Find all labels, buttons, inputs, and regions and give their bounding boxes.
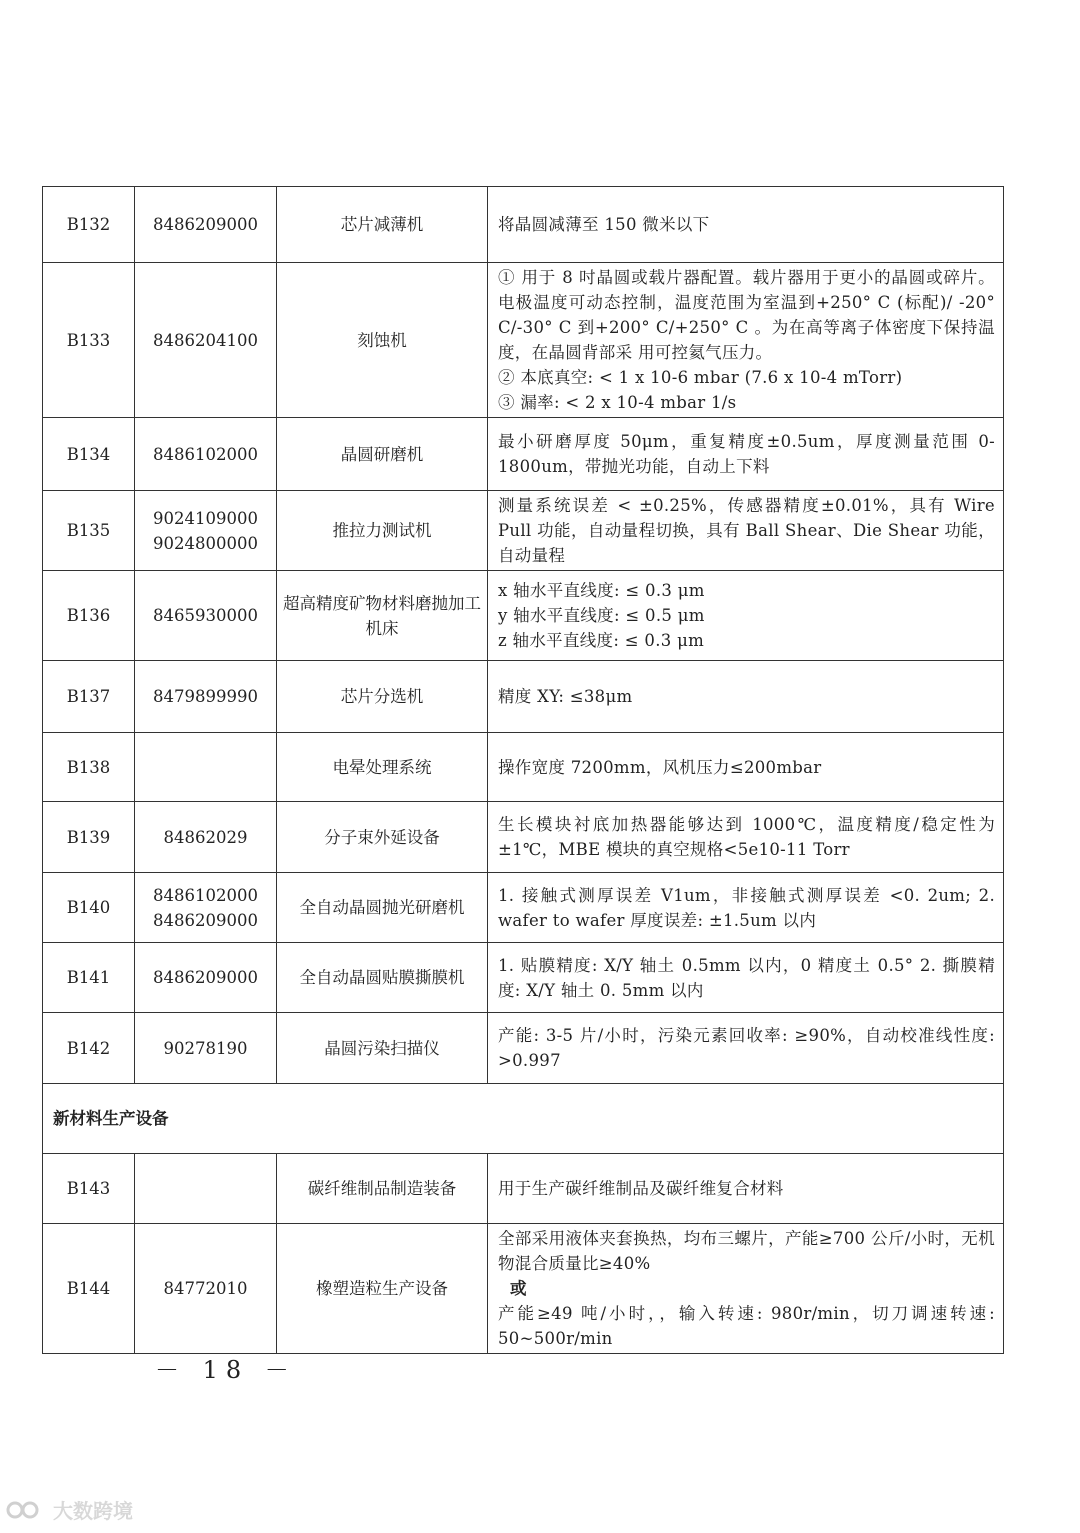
- spec-line: 测量系统误差 < ±0.25%，传感器精度±0.01%，具有 Wire Pull 功能，自动量程切换，具有 Ball Shear、Die Shear 功能，自动量程: [498, 496, 995, 565]
- hs-code: 9024800000: [153, 533, 258, 553]
- spec-line: 1. 贴膜精度: X/Y 轴土 0.5mm 以内，0 精度土 0.5° 2. 撕膜精度: X/Y 轴土 0. 5mm 以内: [498, 955, 995, 1000]
- table-row: [43, 571, 1004, 661]
- hs-code-cell: [135, 187, 277, 263]
- table-row: [43, 263, 1004, 418]
- table-row: [43, 802, 1004, 873]
- hs-code: 8486209000: [153, 910, 258, 930]
- spec-line: ② 本底真空: < 1 x 10-6 mbar (7.6 x 10-4 mTorr): [498, 368, 903, 387]
- item-id: B139: [43, 802, 135, 873]
- spec-cell: [488, 263, 1004, 418]
- hs-code: 8465930000: [153, 606, 258, 625]
- spec-cell: [488, 418, 1004, 491]
- item-id: B138: [43, 733, 135, 802]
- or-label: 或: [510, 1279, 527, 1298]
- table-row: [43, 187, 1004, 263]
- hs-code-cell: [135, 1013, 277, 1084]
- item-id: B133: [43, 263, 135, 418]
- spec-line: 全部采用液体夹套换热，均布三螺片，产能≥700 公斤/小时，无机物混合质量比≥40%: [498, 1229, 995, 1273]
- spec-cell: [488, 571, 1004, 661]
- table-row: [43, 1224, 1004, 1354]
- table-row: [43, 1154, 1004, 1224]
- table-row: [43, 491, 1004, 571]
- hs-code-cell: [135, 733, 277, 802]
- item-id: B132: [43, 187, 135, 263]
- spec-cell: [488, 943, 1004, 1013]
- equipment-name: 橡塑造粒生产设备: [277, 1224, 488, 1354]
- spec-line: 1. 接触式测厚误差 V1um，非接触式测厚误差 <0. 2um; 2. wafer to wafer 厚度误差: ±1.5um 以内: [498, 885, 995, 930]
- equipment-name: 分子束外延设备: [277, 802, 488, 873]
- hs-code: 8486102000: [153, 444, 258, 464]
- hs-code-cell: [135, 661, 277, 733]
- equipment-name: 全自动晶圆抛光研磨机: [277, 873, 488, 943]
- section-title: 新材料生产设备: [43, 1084, 1004, 1154]
- watermark-text: 大数跨境: [52, 1499, 133, 1523]
- hs-code: 8479899990: [153, 687, 258, 706]
- spec-line: ① 用于 8 吋晶圆或载片器配置。载片器用于更小的晶圆或碎片。电极温度可动态控制，温度范围为室温到+250° C (标配)/ -20° C/-30° C 到+200° C/+250° C 。为在高等离子体密度下保持温度，在晶圆背部采 用可控氦气压力。: [498, 268, 995, 362]
- hs-code: 8486209000: [153, 968, 258, 987]
- hs-code: 8486204100: [153, 330, 258, 350]
- equipment-name: 晶圆污染扫描仪: [277, 1013, 488, 1084]
- spec-line: 产能≥49 吨/小时，，输入转速: 980r/min，切刀调速转速: 50~500r/min: [498, 1304, 995, 1348]
- hs-code-cell: [135, 873, 277, 943]
- hs-code-cell: [135, 418, 277, 491]
- equipment-name: 全自动晶圆贴膜撕膜机: [277, 943, 488, 1013]
- spec-cell: [488, 187, 1004, 263]
- item-id: B135: [43, 491, 135, 571]
- item-id: B144: [43, 1224, 135, 1354]
- table-row: [43, 1013, 1004, 1084]
- spec-line: 精度 XY: ≤38μm: [498, 687, 633, 706]
- equipment-name: 晶圆研磨机: [277, 418, 488, 491]
- spec-cell: [488, 733, 1004, 802]
- spec-cell: [488, 802, 1004, 873]
- item-id: B141: [43, 943, 135, 1013]
- spec-line: 将晶圆减薄至 150 微米以下: [498, 215, 710, 234]
- spec-line: 生长模块衬底加热器能够达到 1000℃，温度精度/稳定性为±1℃，MBE 模块的真空规格<5e10-11 Torr: [498, 815, 995, 859]
- equipment-name: 电晕处理系统: [277, 733, 488, 802]
- hs-code-cell: [135, 1154, 277, 1224]
- spec-line: z 轴水平直线度: ≤ 0.3 μm: [498, 631, 705, 650]
- spec-cell: [488, 1154, 1004, 1224]
- spec-cell: [488, 661, 1004, 733]
- equipment-name: 芯片减薄机: [277, 187, 488, 263]
- item-id: B142: [43, 1013, 135, 1084]
- equipment-name: 超高精度矿物材料磨抛加工机床: [277, 571, 488, 661]
- table-row: [43, 873, 1004, 943]
- spec-line: ③ 漏率: < 2 x 10-4 mbar 1/s: [498, 393, 737, 412]
- hs-code: 9024109000: [153, 508, 258, 528]
- equipment-name: 芯片分选机: [277, 661, 488, 733]
- spec-cell: [488, 873, 1004, 943]
- hs-code: 84772010: [135, 1224, 277, 1354]
- item-id: B137: [43, 661, 135, 733]
- table-row: [43, 661, 1004, 733]
- hs-code: 84862029: [163, 827, 248, 847]
- hs-code-cell: [135, 571, 277, 661]
- spec-line: y 轴水平直线度: ≤ 0.5 μm: [498, 606, 705, 625]
- item-id: B134: [43, 418, 135, 491]
- item-id: B143: [43, 1154, 135, 1224]
- spec-cell: [488, 1224, 1004, 1354]
- hs-code-cell: [135, 802, 277, 873]
- hs-code-cell: [135, 943, 277, 1013]
- section-header-row: [43, 1084, 1004, 1154]
- hs-code: 90278190: [163, 1038, 248, 1058]
- hs-code: 8486102000: [153, 885, 258, 905]
- spec-line: x 轴水平直线度: ≤ 0.3 μm: [498, 581, 705, 600]
- spec-line: 最小研磨厚度 50μm，重复精度±0.5um，厚度测量范围 0-1800um，带抛光功能，自动上下料: [498, 432, 995, 476]
- equipment-name: 推拉力测试机: [277, 491, 488, 571]
- equipment-name: 碳纤维制品制造装备: [277, 1154, 488, 1224]
- hs-code-cell: [135, 491, 277, 571]
- spec-cell: [488, 491, 1004, 571]
- spec-line: 用于生产碳纤维制品及碳纤维复合材料: [498, 1179, 784, 1198]
- hs-code-cell: [135, 263, 277, 418]
- watermark: [6, 1495, 133, 1527]
- item-id: B140: [43, 873, 135, 943]
- equipment-name: 刻蚀机: [277, 263, 488, 418]
- table-row: [43, 418, 1004, 491]
- table-row: [43, 733, 1004, 802]
- item-id: B136: [43, 571, 135, 661]
- page-number: － 18 －: [155, 1356, 297, 1384]
- spec-line: 操作宽度 7200mm，风机压力≤200mbar: [498, 757, 822, 777]
- spec-cell: [488, 1013, 1004, 1084]
- watermark-logo-icon: [6, 1498, 42, 1527]
- equipment-table: [42, 186, 1004, 1354]
- hs-code: 8486209000: [153, 215, 258, 234]
- table-row: [43, 943, 1004, 1013]
- spec-line: 产能: 3-5 片/小时，污染元素回收率: ≥90%，自动校准线性度: >0.997: [498, 1026, 995, 1070]
